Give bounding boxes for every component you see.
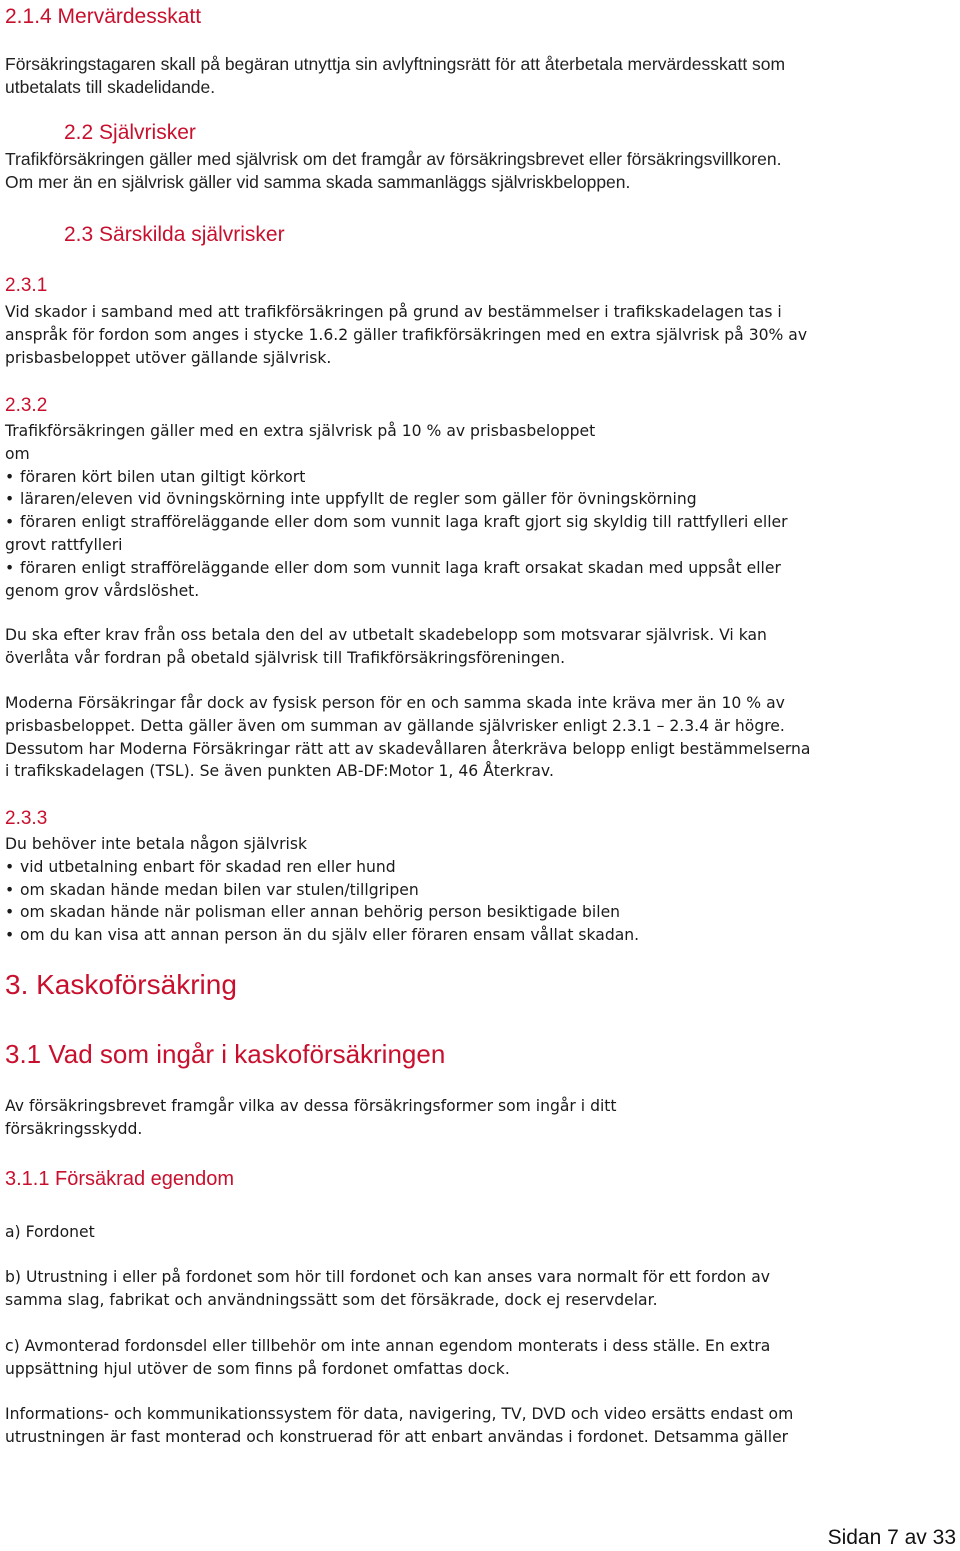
text-line: a) Fordonet <box>5 1223 95 1241</box>
list-item <box>5 511 952 557</box>
paragraph-sjalvrisk-krav <box>5 624 952 670</box>
list-item-text: föraren kört bilen utan giltigt körkort <box>20 467 306 486</box>
list-item-text: föraren enligt strafföreläggande eller dom som vunnit laga kraft orsakat skadan med uppsåt eller <box>20 558 781 577</box>
section-number-2-3-3: 2.3.3 <box>5 808 48 829</box>
text-line: prisbasbeloppet. Detta gäller även om summan av gällande självrisker enligt 2.3.1 – 2.3.4 är högre. <box>5 716 785 735</box>
list-item <box>5 488 952 511</box>
list-item-text: genom grov vårdslöshet. <box>5 581 200 600</box>
list-item-text: läraren/eleven vid övningskörning inte uppfyllt de regler som gäller för övningskörning <box>20 490 697 509</box>
heading-forsakrad-egendom: 3.1.1 Försäkrad egendom <box>5 1168 235 1190</box>
paragraph-2-3-3 <box>5 833 952 947</box>
text-line: b) Utrustning i eller på fordonet som hör till fordonet och kan anses vara normalt för ett fordon av <box>5 1268 771 1286</box>
bullet-list-2-3-2 <box>5 466 952 603</box>
list-item <box>5 557 952 603</box>
bullet-icon: • <box>5 857 15 876</box>
text-line: Trafikförsäkringen gäller med självrisk om det framgår av försäkringsbrevet eller försäkringsvillkoren. <box>5 149 782 169</box>
text-line: överlåta vår fordran på obetald självrisk till Trafikförsäkringsföreningen. <box>5 648 566 667</box>
list-item-text: föraren enligt strafföreläggande eller dom som vunnit laga kraft gjort sig skyldig till rattfylleri eller <box>20 513 788 532</box>
text-line: uppsättning hjul utöver de som finns på fordonet omfattas dock. <box>5 1359 510 1378</box>
list-item <box>5 856 952 879</box>
paragraph-2-3-2 <box>5 420 952 602</box>
list-item-text: om skadan hände medan bilen var stulen/tillgripen <box>20 880 419 899</box>
text-line: Du behöver inte betala någon självrisk <box>5 835 308 853</box>
item-c-avmonterad <box>5 1335 952 1381</box>
bullet-icon: • <box>5 513 15 532</box>
text-line: i trafikskadelagen (TSL). Se även punkten AB-DF:Motor 1, 46 Återkrav. <box>5 762 554 781</box>
list-item-text: grovt rattfylleri <box>5 535 123 554</box>
paragraph-kasko-intro <box>5 1095 952 1141</box>
text-line: utrustningen är fast monterad och konstruerad för att enbart användas i fordonet. Detsamma gäller <box>5 1427 789 1446</box>
text-line: anspråk för fordon som anges i stycke 1.6.2 gäller trafikförsäkringen med en extra självrisk på 30% av <box>5 325 808 344</box>
list-item <box>5 879 952 902</box>
item-b-utrustning <box>5 1266 952 1312</box>
paragraph-mervardesskatt <box>5 53 952 99</box>
text-line: samma slag, fabrikat och användningssätt som det försäkrade, dock ej reservdelar. <box>5 1290 658 1309</box>
heading-mervardesskatt: 2.1.4 Mervärdesskatt <box>5 5 202 28</box>
list-item <box>5 466 952 489</box>
list-item <box>5 924 952 947</box>
text-line: Av försäkringsbrevet framgår vilka av dessa försäkringsformer som ingår i ditt <box>5 1097 617 1115</box>
text-line: Vid skador i samband med att trafikförsäkringen på grund av bestämmelser i trafikskadelagen tas i <box>5 303 782 321</box>
text-line: Om mer än en självrisk gäller vid samma skada sammanläggs självriskbeloppen. <box>5 172 631 192</box>
heading-kaskoforsakring: 3. Kaskoförsäkring <box>5 969 237 1000</box>
list-item-text: om skadan hände när polisman eller annan behörig person besiktigade bilen <box>20 903 621 922</box>
text-line: Du ska efter krav från oss betala den del av utbetalt skadebelopp som motsvarar självrisk. Vi kan <box>5 626 767 644</box>
list-item-text: vid utbetalning enbart för skadad ren eller hund <box>20 857 396 876</box>
section-number-2-3-2: 2.3.2 <box>5 395 48 416</box>
text-line: om <box>5 444 30 463</box>
list-item-text: om du kan visa att annan person än du själv eller föraren ensam vållat skadan. <box>20 926 640 945</box>
bullet-icon: • <box>5 490 15 509</box>
text-line: Trafikförsäkringen gäller med en extra självrisk på 10 % av prisbasbeloppet <box>5 422 596 440</box>
page-number: Sidan 7 av 33 <box>827 1526 956 1549</box>
text-line: prisbasbeloppet utöver gällande självrisk. <box>5 348 332 367</box>
heading-sjalvrisker: 2.2 Självrisker <box>64 121 196 144</box>
bullet-icon: • <box>5 880 15 899</box>
bullet-icon: • <box>5 467 15 486</box>
paragraph-2-3-1 <box>5 301 952 369</box>
heading-vad-som-ingar: 3.1 Vad som ingår i kaskoförsäkringen <box>5 1039 446 1069</box>
bullet-icon: • <box>5 926 15 945</box>
text-line: Informations- och kommunikationssystem för data, navigering, TV, DVD och video ersätts endast om <box>5 1405 794 1423</box>
text-line: Moderna Försäkringar får dock av fysisk person för en och samma skada inte kräva mer än 10 % av <box>5 694 785 712</box>
paragraph-sjalvrisker <box>5 148 952 194</box>
text-line: Försäkringstagaren skall på begäran utnyttja sin avlyftningsrätt för att återbetala mervärdesskatt som <box>5 54 786 74</box>
bullet-icon: • <box>5 903 15 922</box>
bullet-icon: • <box>5 558 15 577</box>
text-line: Dessutom har Moderna Försäkringar rätt att av skadevållaren återkräva belopp enligt bestämmelserna <box>5 739 811 758</box>
heading-sarskilda-sjalvrisker: 2.3 Särskilda självrisker <box>64 223 285 246</box>
list-item <box>5 901 952 924</box>
text-line: c) Avmonterad fordonsdel eller tillbehör om inte annan egendom monterats i dess ställe. En extra <box>5 1337 771 1355</box>
item-a-fordonet <box>5 1221 952 1244</box>
text-line: utbetalats till skadelidande. <box>5 77 216 97</box>
text-line: försäkringsskydd. <box>5 1119 143 1138</box>
paragraph-moderna-forsakringar <box>5 692 952 783</box>
bullet-list-2-3-3 <box>5 856 952 947</box>
section-number-2-3-1: 2.3.1 <box>5 275 48 296</box>
paragraph-informationssystem <box>5 1403 952 1449</box>
